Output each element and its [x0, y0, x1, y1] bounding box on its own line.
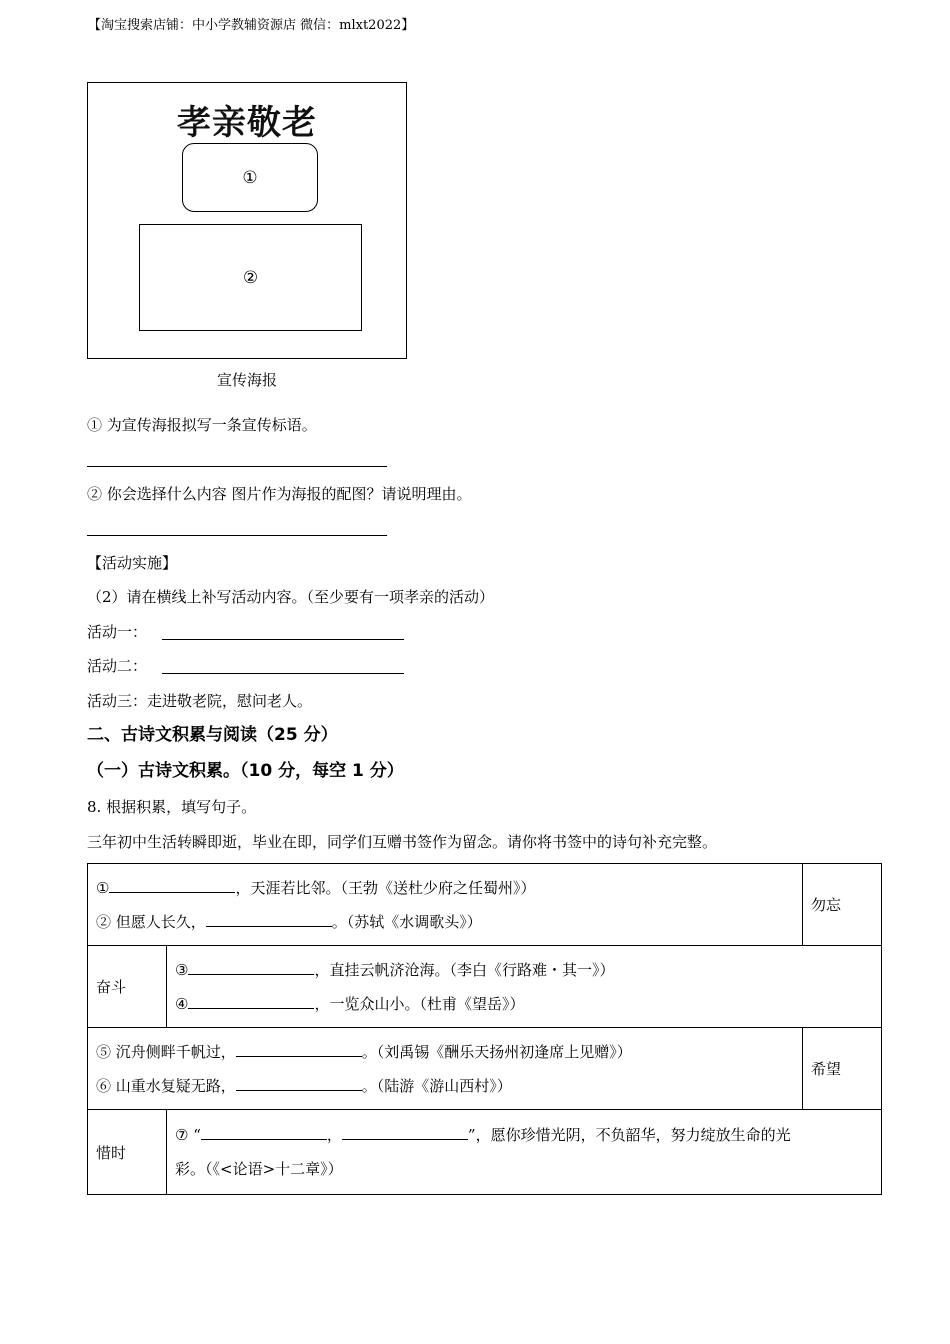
line-prefix: ⑦ “ — [175, 1126, 201, 1144]
bookmark-line — [96, 1069, 794, 1103]
bookmark-row-3 — [88, 1028, 882, 1110]
line-suffix: 。（苏轼《水调歌头》） — [331, 912, 482, 931]
bookmark-label-wuwang: 勿忘 — [803, 864, 882, 946]
bookmark-label-xishi: 惜时 — [88, 1110, 167, 1195]
activity-2-label: 活动二： — [87, 657, 148, 675]
blank-1[interactable] — [109, 878, 235, 893]
section-2-subtitle: （一）古诗文积累。（10 分，每空 1 分） — [87, 761, 404, 781]
line-suffix: ，天涯若比邻。（王勃《送杜少府之任蜀州》） — [235, 878, 536, 897]
bookmark-line — [96, 871, 794, 905]
bookmark-row-2 — [88, 946, 882, 1028]
blank-2[interactable] — [206, 912, 332, 927]
activity-prompt: （2）请在横线上补写活动内容。（至少要有一项孝亲的活动） — [87, 588, 495, 606]
answer-line-1[interactable] — [87, 466, 387, 467]
blank-4[interactable] — [188, 994, 314, 1009]
header-note: 【淘宝搜索店铺：中小学教辅资源店 微信：mlxt2022】 — [88, 18, 415, 33]
bookmark-table — [87, 863, 882, 1195]
question-2: ② 你会选择什么内容 图片作为海报的配图？请说明理由。 — [87, 485, 472, 503]
question-1: ① 为宣传海报拟写一条宣传标语。 — [87, 416, 317, 434]
bookmark-line — [175, 987, 873, 1021]
bookmark-row-4 — [88, 1110, 882, 1195]
poster-caption: 宣传海报 — [216, 371, 277, 389]
activity-3: 活动三：走进敬老院，慰问老人。 — [87, 692, 313, 710]
question-8-intro: 三年初中生活转瞬即逝，毕业在即，同学们互赠书签作为留念。请你将书签中的诗句补充完整。 — [87, 833, 718, 851]
line-prefix: ④ — [175, 994, 189, 1013]
line-prefix: ① — [96, 878, 110, 897]
bookmark-line — [175, 1118, 873, 1152]
bookmark-line — [175, 953, 873, 987]
bookmark-label-xiwang: 希望 — [803, 1028, 882, 1110]
activity-1-answer-line[interactable] — [162, 639, 404, 640]
line-suffix: ，直挂云帆济沧海。（李白《行路难・其一》） — [314, 960, 615, 979]
blank-7b[interactable] — [342, 1125, 468, 1140]
poster-slogan-box — [182, 143, 318, 212]
bookmark-line — [96, 1035, 794, 1069]
poster-title: 孝亲敬老 — [177, 103, 317, 143]
poster-image-box — [139, 224, 362, 331]
answer-line-2[interactable] — [87, 535, 387, 536]
blank-6[interactable] — [236, 1076, 362, 1091]
line-suffix: ，一览众山小。（杜甫《望岳》） — [314, 994, 525, 1013]
line-text: 彩。（《<论语>十二章》） — [175, 1160, 343, 1178]
activity-2-answer-line[interactable] — [162, 673, 404, 674]
bookmark-row-1 — [88, 864, 882, 946]
poster-frame — [87, 82, 407, 359]
bookmark-line — [96, 905, 794, 939]
line-prefix: ② 但愿人长久， — [96, 912, 206, 931]
line-suffix: ”，愿你珍惜光阴，不负韶华，努力绽放生命的光 — [467, 1126, 791, 1144]
question-8-title: 8. 根据积累，填写句子。 — [87, 798, 257, 816]
line-prefix: ⑤ 沉舟侧畔千帆过， — [96, 1042, 236, 1061]
poster-box1-marker: ① — [242, 167, 258, 188]
section-2-title: 二、古诗文积累与阅读（25 分） — [87, 725, 338, 745]
activity-1-label: 活动一： — [87, 623, 148, 641]
line-suffix: 。（刘禹锡《酬乐天扬州初逢席上见赠》） — [361, 1042, 632, 1061]
bookmark-label-fendou: 奋斗 — [88, 946, 167, 1028]
blank-5[interactable] — [236, 1042, 362, 1057]
bookmark-line — [175, 1152, 873, 1186]
poster-box2-marker: ② — [242, 267, 259, 288]
blank-3[interactable] — [188, 960, 314, 975]
line-mid: ， — [326, 1126, 342, 1144]
blank-7a[interactable] — [201, 1125, 327, 1140]
line-suffix: 。（陆游《游山西村》） — [361, 1076, 512, 1095]
activity-heading: 【活动实施】 — [87, 554, 178, 572]
line-prefix: ③ — [175, 960, 189, 979]
line-prefix: ⑥ 山重水复疑无路， — [96, 1076, 236, 1095]
